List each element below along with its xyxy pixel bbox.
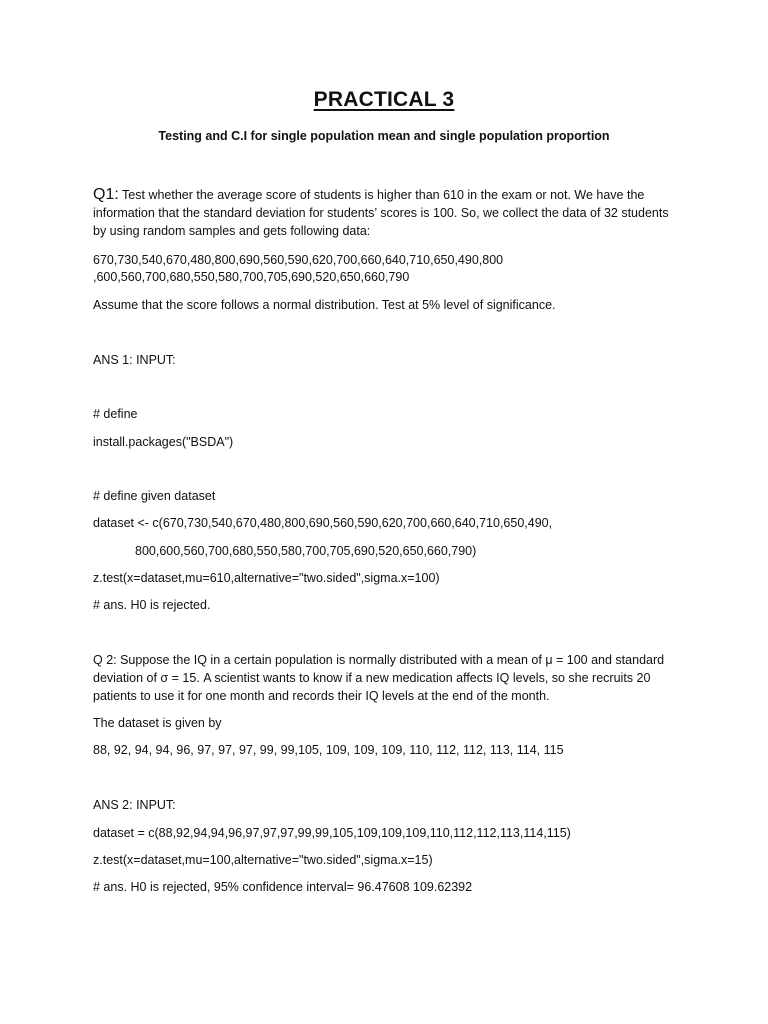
question-2-data: 88, 92, 94, 94, 96, 97, 97, 97, 99, 99,105, 109, 109, 109, 110, 112, 112, 113, 114, 115	[93, 743, 564, 757]
question-1-text: Test whether the average score of students is higher than 610 in the exam or not. We have the information that the standard deviation for students’ scores is 100. So, we collect the data of 32 students by using random samples and gets following data:	[93, 188, 669, 238]
answer-1-dataset-line-1: dataset <- c(670,730,540,670,480,800,690,560,590,620,700,660,640,710,650,490,	[93, 516, 553, 530]
answer-1-dataset-line-2: 800,600,560,700,680,550,580,700,705,690,520,650,660,790)	[135, 544, 477, 558]
answer-2-heading: ANS 2: INPUT:	[93, 798, 176, 812]
question-1-data-line-1: 670,730,540,670,480,800,690,560,590,620,700,660,640,710,650,490,800	[93, 253, 504, 267]
answer-1-install-line: install.packages("BSDA")	[93, 435, 234, 449]
page-subtitle: Testing and C.I for single population mean and single population proportion	[158, 129, 610, 143]
answer-1-heading: ANS 1: INPUT:	[93, 353, 176, 367]
answer-2-dataset-line: dataset = c(88,92,94,94,96,97,97,97,99,99,105,109,109,109,110,112,112,113,114,115)	[93, 826, 571, 840]
question-2-paragraph: Q 2: Suppose the IQ in a certain population is normally distributed with a mean of μ = 100 and standard deviation of σ = 15. A scientist wants to know if a new medication affects IQ levels, so she recruits 20 patients to use it for one month and records their IQ levels at the end of the month.	[93, 653, 665, 703]
question-1-label: Q1:	[93, 186, 119, 203]
answer-2-result: # ans. H0 is rejected, 95% confidence interval= 96.47608 109.62392	[93, 880, 473, 894]
question-1-data-line-2: ,600,560,700,680,550,580,700,705,690,520,650,660,790	[93, 270, 410, 284]
question-2-given: The dataset is given by	[93, 716, 222, 730]
answer-2-ztest-line: z.test(x=dataset,mu=100,alternative="two.sided",sigma.x=15)	[93, 853, 433, 867]
answer-1-comment-dataset: # define given dataset	[93, 489, 216, 503]
page-title: PRACTICAL 3	[313, 88, 455, 111]
answer-1-result: # ans. H0 is rejected.	[93, 598, 211, 612]
question-1-assumption: Assume that the score follows a normal distribution. Test at 5% level of significance.	[93, 298, 556, 312]
answer-1-comment-define: # define	[93, 407, 138, 421]
question-1-paragraph	[93, 186, 683, 240]
answer-1-ztest-line: z.test(x=dataset,mu=610,alternative="two.sided",sigma.x=100)	[93, 571, 440, 585]
